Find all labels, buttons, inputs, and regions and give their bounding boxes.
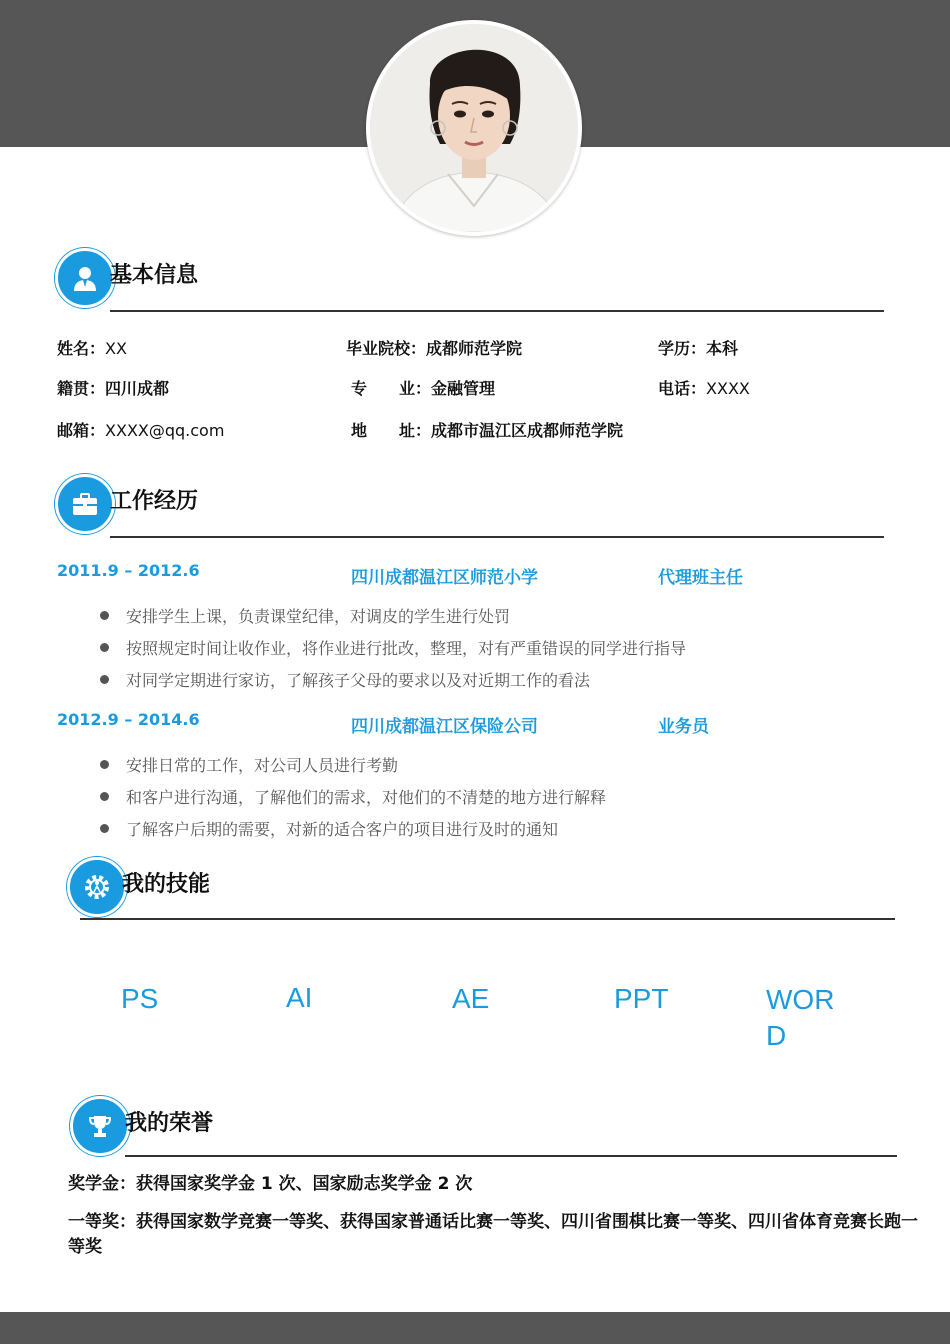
- bullet-dot: [100, 792, 109, 801]
- bullet-dot: [100, 675, 109, 684]
- degree-value: 本科: [706, 339, 739, 358]
- origin-value: 四川成都: [105, 379, 170, 398]
- major-label: 专 业：: [351, 379, 432, 398]
- job-org: 四川成都温江区师范小学: [351, 568, 538, 588]
- job-org: 四川成都温江区保险公司: [351, 717, 538, 737]
- honor-item: 一等奖：获得国家数学竞赛一等奖、获得国家普通话比赛一等奖、四川省围棋比赛一等奖、四川省体育竞赛长跑一等奖: [68, 1212, 918, 1257]
- major-value: 金融管理: [431, 379, 496, 398]
- briefcase-icon: [55, 474, 115, 534]
- name-label: 姓名：: [57, 339, 106, 358]
- section-title-work: 工作经历: [110, 489, 199, 514]
- skill-item: PS: [121, 983, 159, 1014]
- trophy-icon: [70, 1096, 130, 1156]
- section-divider: [110, 310, 884, 312]
- list-item-text: 安排学生上课，负责课堂纪律，对调皮的学生进行处罚: [126, 607, 511, 626]
- skill-item: AI: [286, 982, 313, 1013]
- list-item: [100, 817, 558, 840]
- section-title-honors: 我的荣誉: [125, 1111, 214, 1136]
- email-label: 邮箱：: [57, 421, 106, 440]
- person-icon: [55, 248, 115, 308]
- section-divider: [80, 918, 895, 920]
- email-field: [57, 418, 224, 441]
- address-field: [351, 418, 623, 441]
- list-item-text: 安排日常的工作，对公司人员进行考勤: [126, 756, 399, 775]
- section-title-skills: 我的技能: [122, 872, 211, 897]
- section-divider: [125, 1155, 897, 1157]
- job-role: 代理班主任: [658, 568, 743, 588]
- job-date: 2011.9 – 2012.6: [57, 561, 200, 580]
- phone-label: 电话：: [658, 379, 707, 398]
- list-item-text: 按照规定时间让收作业，将作业进行批改，整理，对有严重错误的同学进行指导: [126, 639, 687, 658]
- list-item: [100, 636, 686, 659]
- phone-field: [658, 376, 750, 399]
- list-item: [100, 668, 590, 691]
- section-divider: [110, 536, 884, 538]
- list-item-text: 和客户进行沟通，了解他们的需求，对他们的不清楚的地方进行解释: [126, 788, 607, 807]
- bullet-dot: [100, 611, 109, 620]
- origin-field: [57, 376, 169, 399]
- name-value: XX: [105, 339, 127, 358]
- bullet-dot: [100, 643, 109, 652]
- email-value: XXXX@qq.com: [105, 421, 225, 440]
- honor-item: 奖学金：获得国家奖学金 1 次、国家励志奖学金 2 次: [68, 1174, 473, 1194]
- gear-icon: [67, 857, 127, 917]
- school-field: [346, 336, 522, 359]
- origin-label: 籍贯：: [57, 379, 106, 398]
- bullet-dot: [100, 760, 109, 769]
- degree-field: [658, 336, 738, 359]
- major-field: [351, 376, 495, 399]
- list-item-text: 了解客户后期的需要，对新的适合客户的项目进行及时的通知: [126, 820, 559, 839]
- footer-bar: [0, 1312, 950, 1344]
- school-value: 成都师范学院: [426, 339, 523, 358]
- name-field: [57, 336, 127, 359]
- list-item: [100, 785, 606, 808]
- bullet-dot: [100, 824, 109, 833]
- skill-item: AE: [452, 983, 490, 1014]
- skill-item: PPT: [614, 983, 669, 1014]
- list-item: [100, 604, 510, 627]
- phone-value: XXXX: [706, 379, 750, 398]
- list-item: [100, 753, 398, 776]
- list-item-text: 对同学定期进行家访，了解孩子父母的要求以及对近期工作的看法: [126, 671, 591, 690]
- portrait-image: [370, 24, 578, 232]
- address-value: 成都市温江区成都师范学院: [431, 421, 624, 440]
- degree-label: 学历：: [658, 339, 707, 358]
- school-label: 毕业院校：: [346, 339, 427, 358]
- job-role: 业务员: [658, 717, 709, 737]
- section-title-basic: 基本信息: [110, 263, 199, 288]
- job-date: 2012.9 – 2014.6: [57, 710, 200, 729]
- skill-item: WORD: [766, 984, 835, 1051]
- address-label: 地 址：: [351, 421, 432, 440]
- avatar: [370, 24, 578, 232]
